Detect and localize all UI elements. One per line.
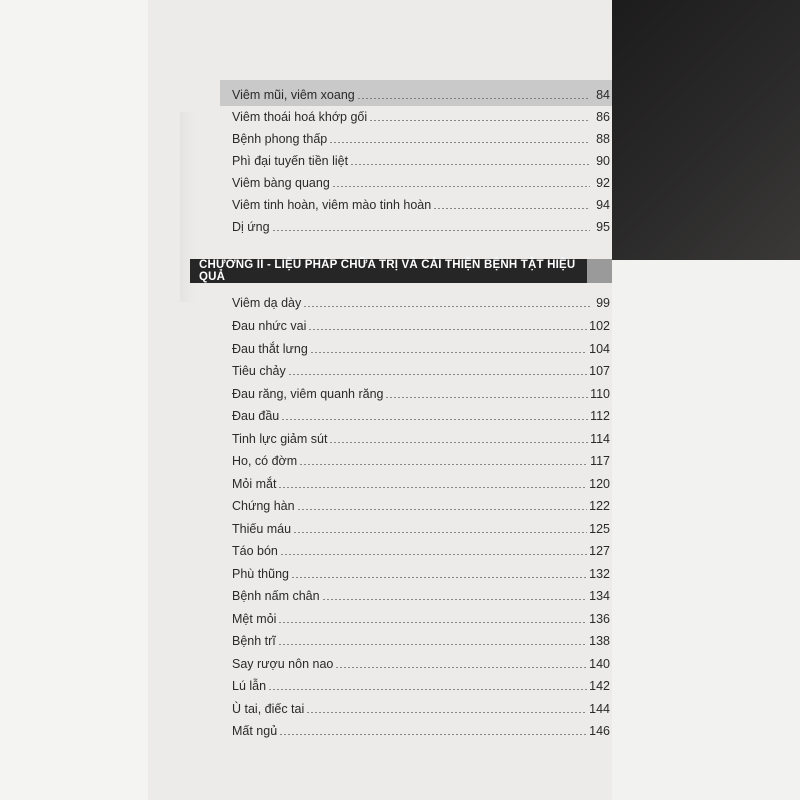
entry-page: 114 [590,432,610,446]
chapter-heading-text: CHƯƠNG II - LIỆU PHÁP CHỮA TRỊ VÀ CẢI THIỆN BỆNH TẬT HIỆU QUẢ [199,259,576,283]
entry-title: Đau thắt lưng [232,342,308,356]
entry-page: 102 [589,319,610,333]
dot-leader [433,208,590,209]
entry-page: 120 [589,477,610,491]
entry-title: Ho, có đờm [232,454,298,468]
toc-entry [232,313,610,333]
dot-leader [329,142,590,143]
toc-entry [232,290,610,310]
dot-leader [272,230,590,231]
dot-leader [299,464,588,465]
entry-title: Viêm thoái hoá khớp gối [232,110,368,124]
entry-page: 140 [589,657,610,671]
entry-page: 142 [589,679,610,693]
entry-title: Ù tai, điếc tai [232,702,305,716]
dot-leader [278,644,587,645]
toc-entry [232,192,610,212]
entry-page: 125 [589,522,610,536]
entry-title: Viêm dạ dày [232,296,302,310]
toc-entry [232,170,610,190]
entry-title: Mỏi mắt [232,477,277,491]
entry-page: 104 [589,342,610,356]
entry-title: Mệt mỏi [232,612,277,626]
toc-entry [232,126,610,146]
dot-leader [350,164,590,165]
entry-page: 122 [589,499,610,513]
toc-entry [232,426,610,446]
entry-page: 132 [589,567,610,581]
dot-leader [279,734,587,735]
entry-title: Viêm tinh hoàn, viêm mào tinh hoàn [232,198,432,212]
entry-title: Đau răng, viêm quanh răng [232,387,384,401]
entry-title: Chứng hàn [232,499,295,513]
toc-entry [232,538,610,558]
toc-entry [232,516,610,536]
dot-leader [306,712,587,713]
dot-leader [280,554,587,555]
entry-title: Bệnh phong thấp [232,132,328,146]
entry-page: 94 [596,198,610,212]
dot-leader [322,599,588,600]
entry-page: 138 [589,634,610,648]
entry-page: 84 [596,88,610,102]
entry-title: Say rượu nôn nao [232,657,334,671]
dot-leader [308,329,587,330]
entry-title: Đau nhức vai [232,319,307,333]
entry-title: Tinh lực giảm sút [232,432,328,446]
dot-leader [303,306,590,307]
entry-title: Bệnh nấm chân [232,589,320,603]
entry-title: Thiếu máu [232,522,292,536]
entry-title: Phù thũng [232,567,289,581]
entry-title: Phì đại tuyến tiền liệt [232,154,349,168]
entry-page: 144 [589,702,610,716]
dot-leader [332,186,590,187]
entry-title: Lú lẫn [232,679,267,693]
toc-entry [232,403,610,423]
toc-entry [232,214,610,234]
toc-entry [232,628,610,648]
entry-page: 127 [589,544,610,558]
entry-title: Đau đầu [232,409,280,423]
entry-page: 136 [589,612,610,626]
toc-entry [232,583,610,603]
toc-entry [232,104,610,124]
toc-entry [232,148,610,168]
toc-entry [232,696,610,716]
entry-title: Bệnh trĩ [232,634,276,648]
dot-leader [357,98,590,99]
dot-leader [291,577,587,578]
toc-entry [232,448,610,468]
toc-entry [232,471,610,491]
entry-page: 92 [596,176,610,190]
entry-page: 107 [589,364,610,378]
entry-page: 86 [596,110,610,124]
dot-leader [297,509,588,510]
toc-entry [232,718,610,738]
toc-entry [232,82,610,102]
entry-title: Mất ngủ [232,724,278,738]
dot-leader [369,120,590,121]
entry-page: 110 [590,387,610,401]
entry-page: 88 [596,132,610,146]
entry-page: 134 [589,589,610,603]
toc-entry [232,493,610,513]
dot-leader [329,442,588,443]
entry-title: Viêm mũi, viêm xoang [232,88,355,102]
dot-leader [335,667,587,668]
toc-entry [232,381,610,401]
dot-leader [310,352,587,353]
entry-title: Viêm bàng quang [232,176,330,190]
dot-leader [288,374,587,375]
chapter-heading [190,259,587,283]
entry-title: Tiêu chảy [232,364,286,378]
dot-leader [385,397,588,398]
entry-title: Dị ứng [232,220,270,234]
dot-leader [278,622,587,623]
dot-leader [268,689,587,690]
entry-page: 117 [590,454,610,468]
entry-title: Táo bón [232,544,278,558]
adjacent-page [612,260,800,800]
toc-entry [232,673,610,693]
dot-leader [281,419,588,420]
dot-leader [293,532,587,533]
dark-background [612,0,800,260]
toc-entry [232,358,610,378]
toc-entry [232,651,610,671]
entry-page: 99 [596,296,610,310]
chapter-heading-tab [587,259,612,283]
entry-page: 95 [596,220,610,234]
toc-entry [232,336,610,356]
toc-entry [232,606,610,626]
entry-page: 112 [590,409,610,423]
entry-page: 90 [596,154,610,168]
dot-leader [278,487,587,488]
toc-entry [232,561,610,581]
entry-page: 146 [589,724,610,738]
